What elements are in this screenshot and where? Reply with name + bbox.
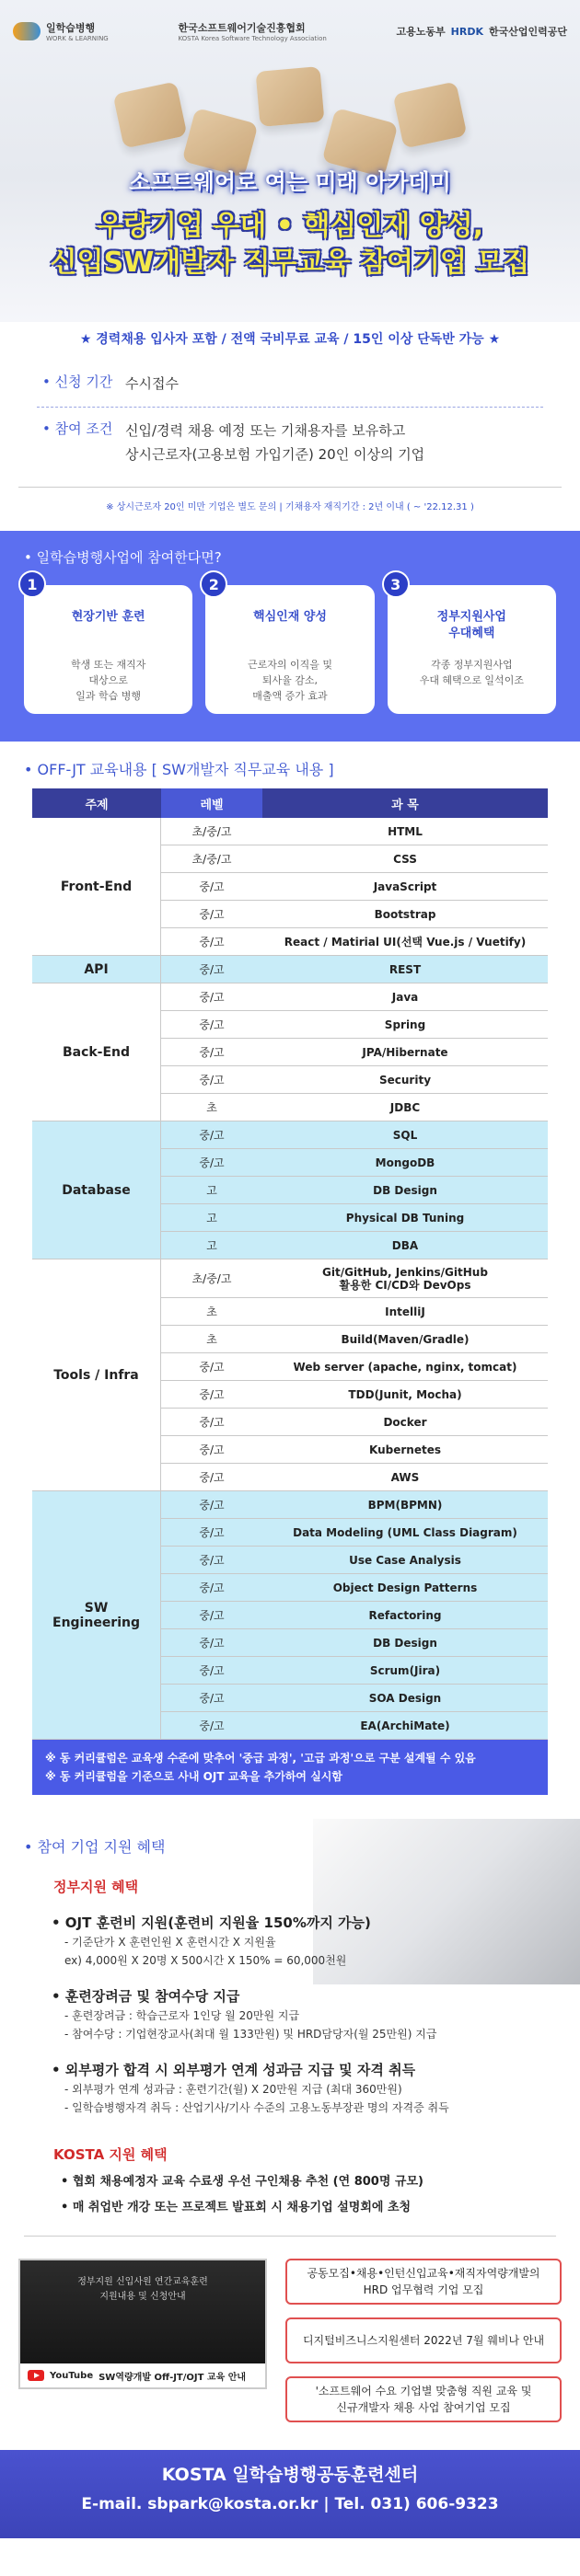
worklearn-logo xyxy=(13,20,109,42)
level-cell: 중/고 xyxy=(161,873,262,901)
hero-banner xyxy=(0,0,580,322)
level-cell: 초 xyxy=(161,1326,262,1353)
card-title: 현장기반 훈련 xyxy=(71,610,145,624)
apply-cond-line1: 신입/경력 채용 예정 또는 기채용자를 보유하고 xyxy=(125,422,406,439)
gov-logos xyxy=(397,24,568,39)
level-cell: 중/고 xyxy=(161,1409,262,1436)
level-cell: 중/고 xyxy=(161,1491,262,1519)
apply-notes: ※ 상시근로자 20인 미만 기업은 별도 문의 | 기채용자 재직기간 : 2년 이내 ( ~ '22.12.31 ) xyxy=(18,487,562,525)
hero-subtitle: 소프트웨어로 여는 미래 아카데미 xyxy=(129,169,451,195)
youtube-play-icon xyxy=(28,2370,44,2381)
curriculum-note-1: ※ 동 커리큘럼은 교육생 수준에 맞추어 '중급 과정', '고급 과정'으로 구분 설계될 수 있음 xyxy=(45,1752,476,1765)
hrdk-name: 한국산업인력공단 xyxy=(488,26,567,38)
level-cell: 중/고 xyxy=(161,1547,262,1574)
topic-cell: Front-End xyxy=(32,818,161,956)
level-cell: 초/중/고 xyxy=(161,845,262,873)
course-cell: Docker xyxy=(262,1409,548,1436)
why-card xyxy=(24,576,192,714)
why-card xyxy=(205,576,374,714)
table-row xyxy=(32,956,548,983)
col-topic: 주제 xyxy=(32,788,161,818)
link-list xyxy=(285,2259,562,2422)
topic-cell: SW Engineering xyxy=(32,1491,161,1740)
level-cell: 초 xyxy=(161,1298,262,1326)
worklearn-logo-text: 일학습병행 xyxy=(46,22,96,34)
course-cell: Object Design Patterns xyxy=(262,1574,548,1602)
course-cell: SOA Design xyxy=(262,1685,548,1712)
col-course: 과 목 xyxy=(262,788,548,818)
level-cell: 중/고 xyxy=(161,1066,262,1094)
video-title: 정부지원 신입사원 연간교육훈련 지원내용 및 신청안내 xyxy=(77,2277,208,2302)
why-card xyxy=(388,576,556,714)
level-cell: 중/고 xyxy=(161,1712,262,1740)
level-cell: 중/고 xyxy=(161,1353,262,1381)
course-cell: IntelliJ xyxy=(262,1298,548,1326)
apply-period-row xyxy=(37,361,543,407)
course-cell: MongoDB xyxy=(262,1149,548,1177)
level-cell: 중/고 xyxy=(161,1149,262,1177)
youtube-bar[interactable] xyxy=(20,2363,265,2387)
level-cell: 중/고 xyxy=(161,1381,262,1409)
course-cell: Build(Maven/Gradle) xyxy=(262,1326,548,1353)
why-section xyxy=(0,531,580,742)
level-cell: 중/고 xyxy=(161,1602,262,1629)
youtube-label: YouTube xyxy=(50,2370,94,2381)
level-cell: 중/고 xyxy=(161,1011,262,1039)
kosta-benefit-1: • 협회 채용예정자 교육 수료생 우선 구인채용 추천 (연 800명 규모) xyxy=(61,2175,423,2189)
curriculum-heading: • OFF-JT 교육내용 [ SW개발자 직무교육 내용 ] xyxy=(24,761,334,778)
link-webinar[interactable]: 디지털비즈니스지원센터 2022년 7월 웨비나 안내 xyxy=(285,2317,562,2363)
video-caption: SW역량개발 Off-JT/OJT 교육 안내 xyxy=(99,2372,247,2383)
course-cell: JDBC xyxy=(262,1094,548,1121)
topic-cell: Database xyxy=(32,1121,161,1259)
hero-title-line1: 우량기업 우대 • 핵심인재 양성, xyxy=(96,210,484,242)
level-cell: 초/중/고 xyxy=(161,1259,262,1298)
apply-cond-label: • 참여 조건 xyxy=(42,420,113,437)
level-cell: 초 xyxy=(161,1094,262,1121)
kosta-benefits-heading: KOSTA 지원 혜택 xyxy=(53,2146,168,2163)
col-level: 레벨 xyxy=(161,788,262,818)
level-cell: 중/고 xyxy=(161,928,262,956)
topic-cell: Tools / Infra xyxy=(32,1259,161,1491)
apply-cond-line2: 상시근로자(고용보험 가입기준) 20인 이상의 기업 xyxy=(125,446,425,463)
level-cell: 중/고 xyxy=(161,1629,262,1657)
tagline: ★ 경력채용 입사자 포함 / 전액 국비무료 교육 / 15인 이상 단독반 가능 ★ xyxy=(79,332,501,347)
course-cell: HTML xyxy=(262,818,548,845)
benefits-heading: • 참여 기업 지원 혜택 xyxy=(24,1838,166,1856)
hrdk-logo: HRDK xyxy=(450,25,483,38)
level-cell: 중/고 xyxy=(161,1039,262,1066)
worklearn-mark-icon xyxy=(13,22,41,40)
puzzle-piece-icon xyxy=(113,81,188,148)
footer-title: KOSTA 일학습병행공동훈련센터 xyxy=(161,2465,419,2485)
course-cell: Git/GitHub, Jenkins/GitHub 활용한 CI/CD와 DevOps xyxy=(262,1259,548,1298)
moel-logo: 고용노동부 xyxy=(396,26,446,38)
benefit-sub: - 참여수당 : 기업현장교사(최대 월 133만원) 및 HRD담당자(월 25만원) 지급 xyxy=(64,2028,437,2041)
link-custom-training[interactable]: '소프트웨어 수요 기업별 맞춤형 직원 교육 및 신규개발자 채용 사업 참여기업 모집 xyxy=(285,2376,562,2422)
course-cell: React / Matirial UI(선택 Vue.js / Vuetify) xyxy=(262,928,548,956)
curriculum-table xyxy=(32,788,548,1740)
kosta-logo-text: 한국소프트웨어기술진흥협회 xyxy=(178,22,306,34)
benefit-sub: - 훈련장려금 : 학습근로자 1인당 월 20만원 지급 xyxy=(64,2009,300,2022)
level-cell: 고 xyxy=(161,1177,262,1204)
course-cell: Refactoring xyxy=(262,1602,548,1629)
card-title: 핵심인재 양성 xyxy=(253,610,327,624)
course-cell: CSS xyxy=(262,845,548,873)
apply-cond-row xyxy=(37,407,543,477)
benefit-item xyxy=(52,2060,552,2117)
level-cell: 중/고 xyxy=(161,1464,262,1491)
level-cell: 중/고 xyxy=(161,956,262,983)
worklearn-logo-sub: WORK & LEARNING xyxy=(46,35,109,42)
footer xyxy=(0,2450,580,2538)
course-cell: Security xyxy=(262,1066,548,1094)
link-hrd-recruit[interactable]: 공동모집•채용•인턴신입교육•재직자역량개발의 HRD 업무협력 기업 모집 xyxy=(285,2259,562,2305)
course-cell: Web server (apache, nginx, tomcat) xyxy=(262,1353,548,1381)
benefit-item xyxy=(52,1986,552,2043)
apply-period-value: 수시접수 xyxy=(125,375,179,392)
benefit-sub: ex) 4,000원 X 20명 X 500시간 X 150% = 60,000천원 xyxy=(64,1954,347,1967)
benefit-title: • OJT 훈련비 지원(훈련비 지원율 150%까지 가능) xyxy=(52,1915,371,1931)
gov-benefits-heading: 정부지원 혜택 xyxy=(53,1879,139,1895)
benefit-title: • 훈련장려금 및 참여수당 지급 xyxy=(52,1988,240,2005)
level-cell: 중/고 xyxy=(161,1436,262,1464)
hero-title xyxy=(0,208,580,282)
curriculum-notes xyxy=(32,1740,548,1795)
benefit-sub: - 기준단가 X 훈련인원 X 훈련시간 X 지원율 xyxy=(64,1936,276,1949)
course-cell: Data Modeling (UML Class Diagram) xyxy=(262,1519,548,1547)
card-number: 3 xyxy=(382,570,410,598)
curriculum-body xyxy=(32,818,548,1740)
level-cell: 고 xyxy=(161,1232,262,1259)
why-cards xyxy=(24,576,556,714)
level-cell: 중/고 xyxy=(161,1121,262,1149)
card-desc: 근로자의 이직을 및 퇴사율 감소, 매출액 증가 효과 xyxy=(247,659,332,702)
curriculum-note-2: ※ 동 커리큘럼을 기준으로 사내 OJT 교육을 추가하여 실시함 xyxy=(45,1770,342,1783)
apply-info xyxy=(37,361,543,477)
why-heading: • 일학습병행사업에 참여한다면? xyxy=(24,549,222,566)
topic-cell: API xyxy=(32,956,161,983)
course-cell: Spring xyxy=(262,1011,548,1039)
level-cell: 고 xyxy=(161,1204,262,1232)
card-number: 2 xyxy=(200,570,227,598)
level-cell: 초/중/고 xyxy=(161,818,262,845)
level-cell: 중/고 xyxy=(161,901,262,928)
divider xyxy=(24,2236,556,2237)
course-cell: JPA/Hibernate xyxy=(262,1039,548,1066)
course-cell: TDD(Junit, Mocha) xyxy=(262,1381,548,1409)
apply-cond-value xyxy=(125,419,538,466)
level-cell: 중/고 xyxy=(161,1685,262,1712)
table-row xyxy=(32,983,548,1011)
kosta-benefit-2: • 매 취업반 개강 또는 프로젝트 발표회 시 채용기업 설명회에 초청 xyxy=(61,2201,412,2214)
benefit-item xyxy=(52,1913,552,1970)
course-cell: BPM(BPMN) xyxy=(262,1491,548,1519)
course-cell: DBA xyxy=(262,1232,548,1259)
card-desc: 학생 또는 재직자 대상으로 일과 학습 병행 xyxy=(70,659,146,702)
course-cell: AWS xyxy=(262,1464,548,1491)
hero-title-line2: 신입SW개발자 직무교육 참여기업 모집 xyxy=(50,247,530,279)
course-cell: SQL xyxy=(262,1121,548,1149)
apply-period-label: • 신청 기간 xyxy=(42,374,113,390)
level-cell: 중/고 xyxy=(161,983,262,1011)
kosta-logo-sub: KOSTA Korea Software Technology Association xyxy=(178,35,327,42)
course-cell: REST xyxy=(262,956,548,983)
footer-contact[interactable]: E-mail. sbpark@kosta.or.kr | Tel. 031) 606-9323 xyxy=(81,2495,499,2513)
course-cell: Scrum(Jira) xyxy=(262,1657,548,1685)
puzzle-piece-icon xyxy=(393,81,468,148)
gov-benefits-list xyxy=(0,1913,580,2117)
course-cell: Use Case Analysis xyxy=(262,1547,548,1574)
course-cell: Java xyxy=(262,983,548,1011)
table-row xyxy=(32,818,548,845)
course-cell: EA(ArchiMate) xyxy=(262,1712,548,1740)
youtube-video[interactable] xyxy=(18,2259,267,2389)
benefit-sub: - 일학습병행자격 취득 : 산업기사/기사 수준의 고용노동부장관 명의 자격증 취득 xyxy=(64,2101,449,2114)
card-number: 1 xyxy=(18,570,46,598)
course-cell: Bootstrap xyxy=(262,901,548,928)
benefit-title: • 외부평가 합격 시 외부평가 연계 성과금 지급 및 자격 취득 xyxy=(52,2062,416,2078)
course-cell: DB Design xyxy=(262,1177,548,1204)
table-row xyxy=(32,1259,548,1298)
card-title: 정부지원사업 우대혜택 xyxy=(436,610,506,640)
benefits-section xyxy=(0,1819,580,2237)
topic-cell: Back-End xyxy=(32,983,161,1121)
course-cell: JavaScript xyxy=(262,873,548,901)
course-cell: Kubernetes xyxy=(262,1436,548,1464)
logo-bar xyxy=(13,20,567,42)
benefit-sub: - 외부평가 연계 성과금 : 훈련기간(월) X 20만원 지급 (최대 360만원) xyxy=(64,2083,402,2096)
level-cell: 중/고 xyxy=(161,1519,262,1547)
course-cell: Physical DB Tuning xyxy=(262,1204,548,1232)
bottom-links xyxy=(0,2237,580,2450)
card-desc: 각종 정부지원사업 우대 혜택으로 일석이조 xyxy=(419,659,524,686)
level-cell: 중/고 xyxy=(161,1574,262,1602)
puzzle-piece-icon xyxy=(256,66,325,127)
table-row xyxy=(32,1491,548,1519)
course-cell: DB Design xyxy=(262,1629,548,1657)
kosta-logo xyxy=(178,20,326,42)
table-row xyxy=(32,1121,548,1149)
level-cell: 중/고 xyxy=(161,1657,262,1685)
